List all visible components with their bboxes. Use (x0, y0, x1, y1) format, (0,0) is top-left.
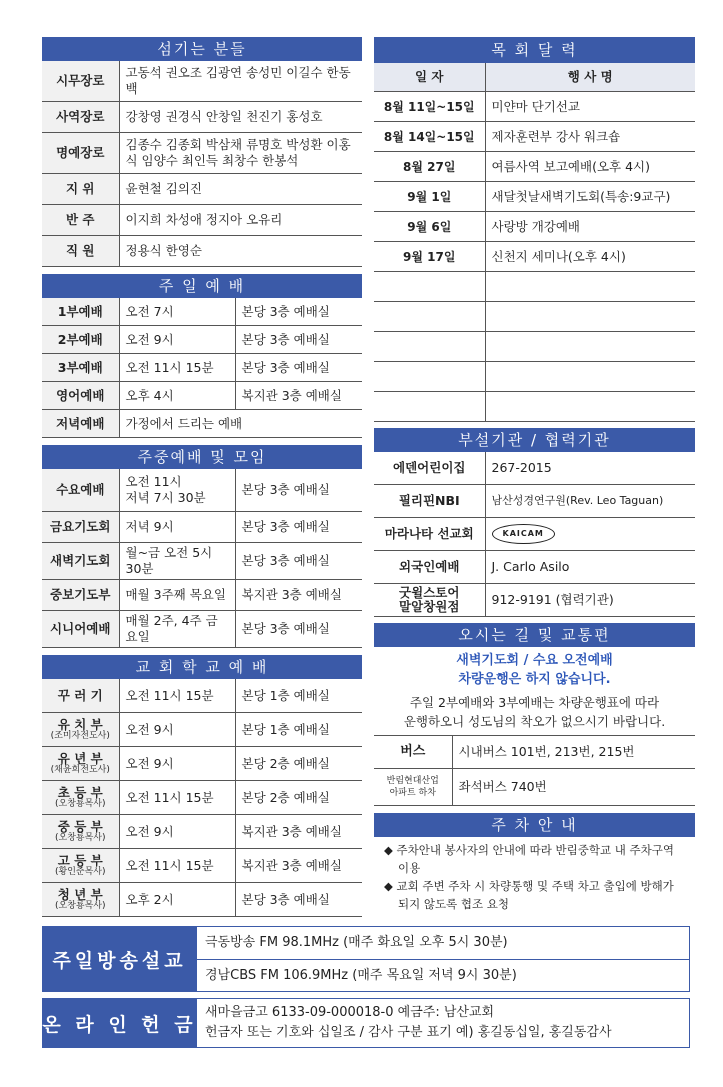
school-dept (42, 747, 119, 781)
row-time: 가정에서 드리는 예배 (119, 410, 362, 438)
bus-seat: 좌석버스 740번 (452, 769, 695, 806)
notice-line-1: 새벽기도회 / 수요 오전예배 (456, 653, 613, 668)
calendar-row (374, 272, 695, 302)
school-row (42, 815, 362, 849)
school-dept-leader: (오창룡목사) (55, 901, 106, 911)
online-tag: 온 라 인 헌 금 (42, 998, 197, 1048)
kaicam-logo: KAICAM (492, 524, 555, 544)
partner-row (374, 584, 695, 617)
weekday-row (42, 611, 362, 648)
calendar-row (374, 392, 695, 422)
row-label: 새벽기도회 (42, 543, 119, 580)
school-dept (42, 781, 119, 815)
school-place: 복지관 3층 예배실 (235, 849, 362, 883)
school-dept-name: 유 년 부 (57, 751, 103, 766)
calendar-row (374, 122, 695, 152)
school-dept-name: 중 등 부 (57, 819, 103, 834)
online-line-1: 새마을금고 6133-09-000018-0 예금주: 남산교회 (205, 1005, 495, 1020)
parking-header: 주 차 안 내 (374, 813, 695, 837)
broadcast-body (197, 926, 690, 992)
school-dept-name: 초 등 부 (57, 785, 103, 800)
calendar-row (374, 152, 695, 182)
row-place: 복지관 3층 예배실 (235, 580, 362, 611)
row-time: 오전 7시 (119, 298, 235, 326)
row-time: 월~금 오전 5시 30분 (119, 543, 235, 580)
online-offering-box (42, 998, 690, 1048)
broadcast-tag: 주일방송설교 (42, 926, 197, 992)
school-time: 오후 2시 (119, 883, 235, 917)
left-column (42, 37, 362, 917)
bus-city: 시내버스 101번, 213번, 215번 (452, 736, 695, 769)
servants-row (42, 102, 362, 133)
school-place: 본당 1층 예배실 (235, 679, 362, 713)
school-table (42, 679, 362, 917)
school-row (42, 883, 362, 917)
school-place: 본당 3층 예배실 (235, 883, 362, 917)
row-label: 수요예배 (42, 469, 119, 512)
school-time: 오전 11시 15분 (119, 849, 235, 883)
servant-names: 이지희 차성애 정지아 오유리 (119, 205, 362, 236)
sunday-worship-row (42, 410, 362, 438)
calendar-date (374, 362, 485, 392)
school-row (42, 713, 362, 747)
servant-role: 지 위 (42, 174, 119, 205)
school-header: 교 회 학 교 예 배 (42, 655, 362, 679)
school-dept-leader: (황인준목사) (55, 867, 106, 877)
servants-header: 섬기는 분들 (42, 37, 362, 61)
online-body (197, 998, 690, 1048)
school-dept-name: 고 등 부 (57, 853, 103, 868)
calendar-header: 목 회 달 력 (374, 37, 695, 63)
calendar-event (485, 362, 695, 392)
desc-line-1: 주일 2부예배와 3부예배는 차량운행표에 따라 (409, 695, 660, 710)
school-dept-leader: (조미자전도사) (50, 731, 110, 741)
broadcast-line-2: 경남CBS FM 106.9MHz (매주 목요일 저녁 9시 30분) (205, 968, 517, 983)
parking-item: ◆ 주차안내 봉사자의 안내에 따라 반림중학교 내 주차구역 이용 (384, 843, 674, 875)
servants-row (42, 236, 362, 267)
directions-header: 오시는 길 및 교통편 (374, 623, 695, 647)
school-place: 본당 2층 예배실 (235, 781, 362, 815)
notice-line-2: 차량운행은 하지 않습니다. (458, 672, 611, 687)
servant-role: 명예장로 (42, 133, 119, 174)
school-time: 오전 9시 (119, 713, 235, 747)
sunday-worship-table (42, 298, 362, 438)
row-place: 본당 3층 예배실 (235, 543, 362, 580)
calendar-event: 여름사역 보고예배(오후 4시) (485, 152, 695, 182)
school-time: 오전 9시 (119, 747, 235, 781)
weekday-row (42, 512, 362, 543)
row-label: 저녁예배 (42, 410, 119, 438)
servants-row (42, 174, 362, 205)
servants-row (42, 133, 362, 174)
calendar-date (374, 332, 485, 362)
school-row (42, 679, 362, 713)
row-label: 2부예배 (42, 326, 119, 354)
school-dept-leader: (채윤희전도사) (50, 765, 110, 775)
partner-row (374, 518, 695, 551)
row-place: 복지관 3층 예배실 (235, 382, 362, 410)
row-label: 1부예배 (42, 298, 119, 326)
partner-name: 굿윌스토어 말알창원점 (374, 584, 485, 617)
servant-role: 사역장로 (42, 102, 119, 133)
partner-info: 912-9191 (협력기관) (485, 584, 695, 617)
row-label: 영어예배 (42, 382, 119, 410)
sunday-worship-header: 주 일 예 배 (42, 274, 362, 298)
desc-line-2: 운행하오니 성도님의 착오가 없으시기 바랍니다. (403, 714, 666, 729)
calendar-date: 9월 17일 (374, 242, 485, 272)
servants-table (42, 61, 362, 267)
partner-info: J. Carlo Asilo (485, 551, 695, 584)
partner-name: 에덴어린이집 (374, 452, 485, 485)
row-place: 본당 3층 예배실 (235, 326, 362, 354)
calendar-head-row (374, 63, 695, 92)
calendar-event: 새달첫날새벽기도회(특송:9교구) (485, 182, 695, 212)
calendar-table (374, 63, 695, 422)
calendar-date: 8월 14일~15일 (374, 122, 485, 152)
row-time: 오전 9시 (119, 326, 235, 354)
directions-notice (374, 647, 695, 735)
partner-logo-cell (485, 518, 695, 551)
calendar-col-date: 일 자 (374, 63, 485, 92)
servant-names: 김종수 김종회 박삼채 류명호 박성환 이홍식 임양수 최인득 최창수 한봉석 (119, 133, 362, 174)
school-place: 복지관 3층 예배실 (235, 815, 362, 849)
sunday-worship-row (42, 326, 362, 354)
calendar-event (485, 302, 695, 332)
servant-role: 시무장로 (42, 61, 119, 102)
calendar-row (374, 302, 695, 332)
school-row (42, 747, 362, 781)
weekday-row (42, 580, 362, 611)
partner-info: 267-2015 (485, 452, 695, 485)
calendar-date (374, 302, 485, 332)
calendar-event: 사랑방 개강예배 (485, 212, 695, 242)
school-time: 오전 9시 (119, 815, 235, 849)
school-dept (42, 713, 119, 747)
calendar-row (374, 332, 695, 362)
broadcast-box (42, 926, 690, 992)
partners-header: 부설기관 / 협력기관 (374, 428, 695, 452)
calendar-event: 제자훈련부 강사 워크숍 (485, 122, 695, 152)
sunday-worship-row (42, 298, 362, 326)
school-dept (42, 679, 119, 713)
row-place: 본당 3층 예배실 (235, 298, 362, 326)
servant-names: 윤현철 김의진 (119, 174, 362, 205)
row-label: 3부예배 (42, 354, 119, 382)
calendar-date: 8월 27일 (374, 152, 485, 182)
online-line-2: 헌금자 또는 기호와 십일조 / 감사 구분 표기 예) 홍길동십일, 홍길동감사 (205, 1025, 612, 1040)
row-place: 본당 3층 예배실 (235, 611, 362, 648)
school-dept-leader: (오창룡목사) (55, 799, 106, 809)
weekday-row (42, 543, 362, 580)
partner-name: 마라나타 선교회 (374, 518, 485, 551)
calendar-date (374, 392, 485, 422)
school-dept (42, 849, 119, 883)
calendar-event (485, 272, 695, 302)
calendar-row (374, 362, 695, 392)
school-row (42, 781, 362, 815)
calendar-event (485, 392, 695, 422)
school-dept-name: 꾸 러 기 (57, 688, 103, 703)
weekday-table (42, 469, 362, 648)
row-place: 본당 3층 예배실 (235, 354, 362, 382)
school-place: 본당 1층 예배실 (235, 713, 362, 747)
partners-table (374, 452, 695, 617)
school-time: 오전 11시 15분 (119, 679, 235, 713)
parking-item: ◆ 교회 주변 주차 시 차량통행 및 주택 차고 출입에 방해가 되지 않도록 협조 요청 (384, 879, 674, 911)
calendar-col-event: 행 사 명 (485, 63, 695, 92)
bus-label: 버스 (374, 736, 452, 769)
calendar-date: 8월 11일~15일 (374, 92, 485, 122)
servant-names: 강창영 권경식 안창일 천진기 홍성호 (119, 102, 362, 133)
calendar-row (374, 182, 695, 212)
right-column (374, 37, 695, 913)
servant-names: 고동석 권오조 김광연 송성민 이길수 한동백 (119, 61, 362, 102)
bus-stop: 반림현대산업 아파트 하차 (374, 769, 452, 806)
partner-row (374, 485, 695, 518)
calendar-row (374, 242, 695, 272)
row-time: 오전 11시 저녁 7시 30분 (119, 469, 235, 512)
row-time: 오후 4시 (119, 382, 235, 410)
row-label: 시니어예배 (42, 611, 119, 648)
school-dept-name: 청 년 부 (57, 887, 103, 902)
calendar-event: 미얀마 단기선교 (485, 92, 695, 122)
partner-row (374, 551, 695, 584)
row-label: 금요기도회 (42, 512, 119, 543)
school-time: 오전 11시 15분 (119, 781, 235, 815)
broadcast-line-1: 극동방송 FM 98.1MHz (매주 화요일 오후 5시 30분) (197, 927, 689, 960)
row-time: 저녁 9시 (119, 512, 235, 543)
calendar-row (374, 212, 695, 242)
sunday-worship-row (42, 354, 362, 382)
calendar-date (374, 272, 485, 302)
bus-table (374, 735, 695, 806)
weekday-row (42, 469, 362, 512)
school-dept (42, 815, 119, 849)
servant-names: 정용식 한영순 (119, 236, 362, 267)
row-time: 매월 3주째 목요일 (119, 580, 235, 611)
servant-role: 반 주 (42, 205, 119, 236)
sunday-worship-row (42, 382, 362, 410)
school-dept (42, 883, 119, 917)
row-place: 본당 3층 예배실 (235, 512, 362, 543)
servant-role: 직 원 (42, 236, 119, 267)
row-label: 중보기도부 (42, 580, 119, 611)
partner-name: 외국인예배 (374, 551, 485, 584)
row-time: 오전 11시 15분 (119, 354, 235, 382)
partner-row (374, 452, 695, 485)
weekday-header: 주중예배 및 모임 (42, 445, 362, 469)
school-dept-name: 유 치 부 (57, 717, 103, 732)
servants-row (42, 61, 362, 102)
school-place: 본당 2층 예배실 (235, 747, 362, 781)
calendar-event: 신천지 세미나(오후 4시) (485, 242, 695, 272)
calendar-date: 9월 1일 (374, 182, 485, 212)
row-place: 본당 3층 예배실 (235, 469, 362, 512)
calendar-row (374, 92, 695, 122)
calendar-date: 9월 6일 (374, 212, 485, 242)
partner-name: 필리핀NBI (374, 485, 485, 518)
partner-info: 남산성경연구원(Rev. Leo Taguan) (485, 485, 695, 518)
calendar-event (485, 332, 695, 362)
school-row (42, 849, 362, 883)
parking-list (374, 837, 695, 913)
row-time: 매월 2주, 4주 금요일 (119, 611, 235, 648)
servants-row (42, 205, 362, 236)
school-dept-leader: (오창룡목사) (55, 833, 106, 843)
